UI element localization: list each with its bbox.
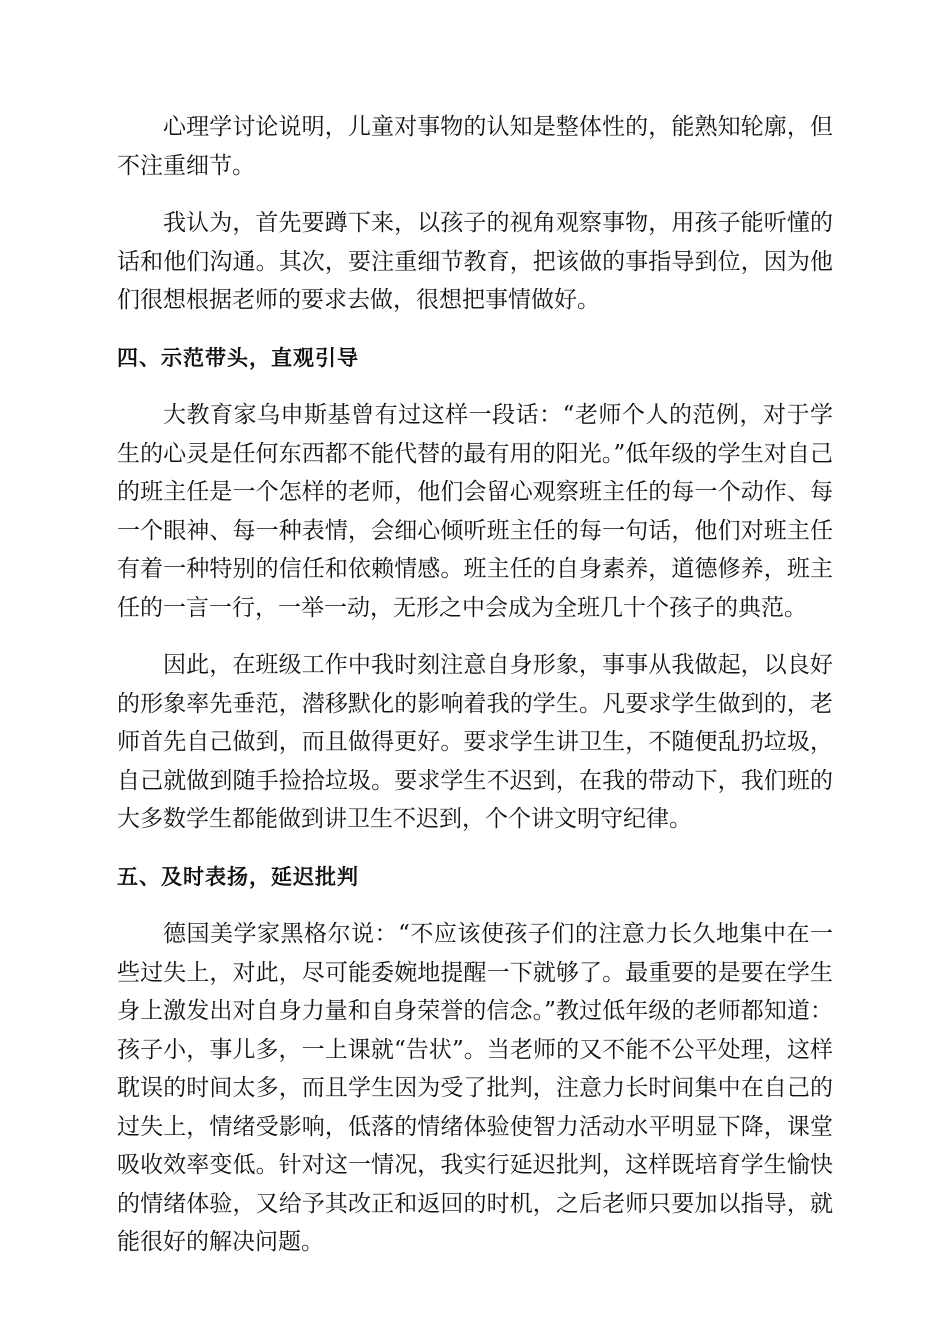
paragraph-cognition: 心理学讨论说明，儿童对事物的认知是整体性的，能熟知轮廓，但不注重细节。	[117, 114, 833, 179]
document-body	[117, 108, 833, 1281]
section-heading-4: 四、示范带头，直观引导	[117, 345, 359, 370]
paragraph-communication: 我认为，首先要蹲下来，以孩子的视角观察事物，用孩子能听懂的话和他们沟通。其次，要注重细节教育，把该做的事指导到位，因为他们很想根据老师的要求去做，很想把事情做好。	[117, 210, 833, 313]
section-heading-5: 五、及时表扬，延迟批判	[117, 864, 359, 889]
paragraph-self-example: 因此，在班级工作中我时刻注意自身形象，事事从我做起，以良好的形象率先垂范，潜移默化的影响着我的学生。凡要求学生做到的，老师首先自己做到，而且做得更好。要求学生讲卫生，不随便乱扔垃圾，自己就做到随手捡拾垃圾。要求学生不迟到，在我的带动下，我们班的大多数学生都能做到讲卫生不迟到，个个讲文明守纪律。	[117, 652, 833, 832]
paragraph-ushinsky-quote: 大教育家乌申斯基曾有过这样一段话：“老师个人的范例，对于学生的心灵是任何东西都不能代替的最有用的阳光。”低年级的学生对自己的班主任是一个怎样的老师，他们会留心观察班主任的每一个动作、每一个眼神、每一种表情，会细心倾听班主任的每一句话，他们对班主任有着一种特别的信任和依赖情感。班主任的自身素养，道德修养，班主任的一言一行，一举一动，无形之中会成为全班几十个孩子的典范。	[117, 402, 833, 621]
paragraph-hegel-quote: 德国美学家黑格尔说：“不应该使孩子们的注意力长久地集中在一些过失上，对此，尽可能委婉地提醒一下就够了。最重要的是要在学生身上激发出对自身力量和自身荣誉的信念。”教过低年级的老师都知道：孩子小，事儿多，一上课就“告状”。当老师的又不能不公平处理，这样耽误的时间太多，而且学生因为受了批判，注意力长时间集中在自己的过失上，情绪受影响，低落的情绪体验使智力活动水平明显下降，课堂吸收效率变低。针对这一情况，我实行延迟批判，这样既培育学生愉快的情绪体验，又给予其改正和返回的时机，之后老师只要加以指导，就能很好的解决问题。	[117, 921, 833, 1255]
